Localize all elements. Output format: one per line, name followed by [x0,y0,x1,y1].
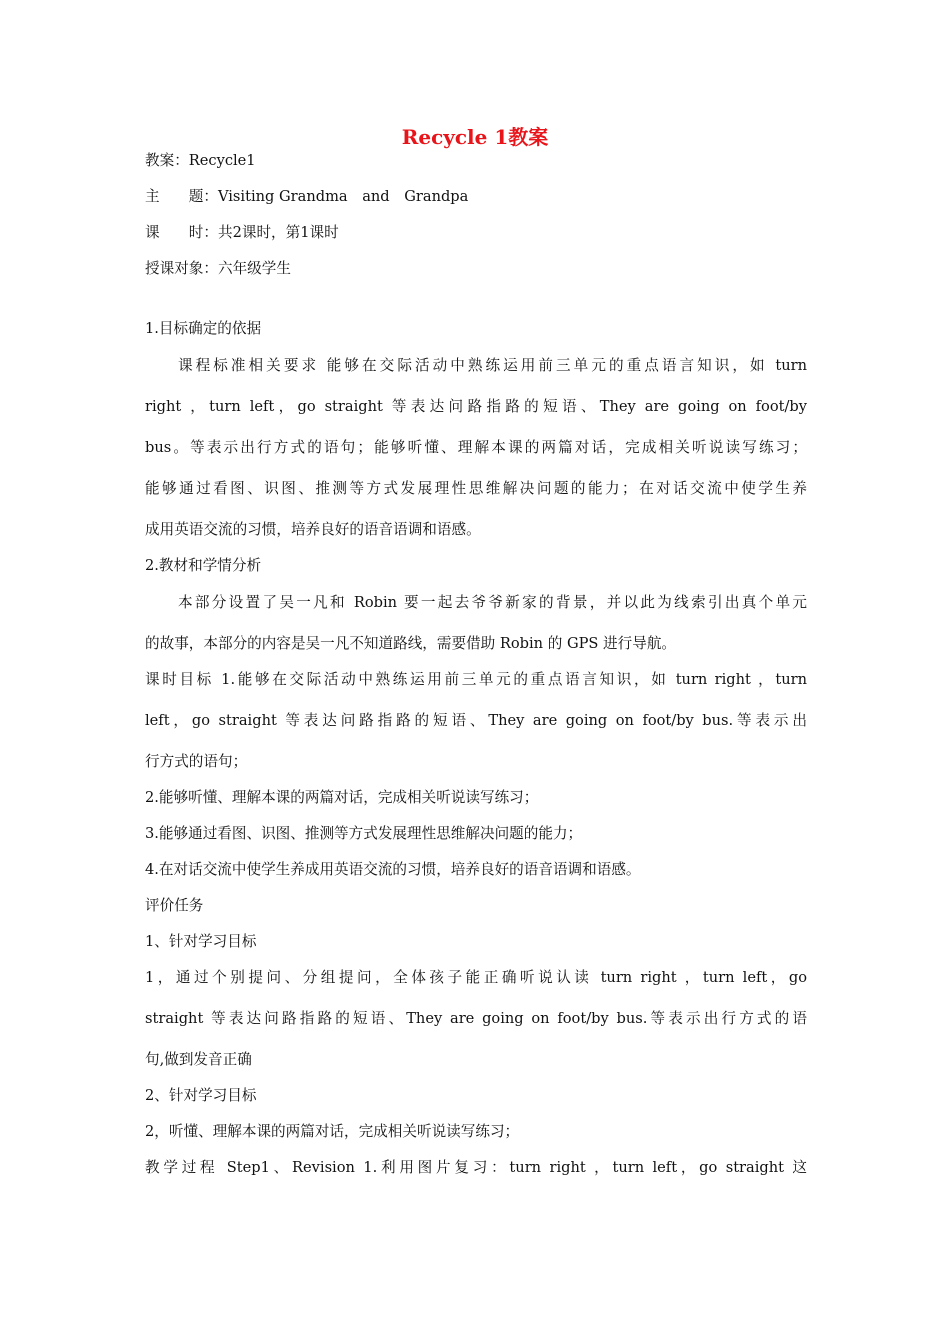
list-item: 3.能够通过看图、识图、推测等方式发展理性思维解决问题的能力； [145,825,583,842]
list-item: 4.在对话交流中使学生养成用英语交流的习惯，培养良好的语音语调和语感。 [145,861,641,878]
paragraph-line: left，go straight 等表达问路指路的短语、They are going on foot/by bus.等表示出 [145,712,807,729]
paragraph-line: 能够通过看图、识图、推测等方式发展理性思维解决问题的能力；在对话交流中使学生养 [145,480,807,497]
section-heading: 1.目标确定的依据 [145,320,262,337]
section-heading: 2.教材和学情分析 [145,557,262,574]
audience-line: 授课对象：六年级学生 [145,260,291,277]
subsection-heading: 1、针对学习目标 [145,933,257,950]
paragraph-line: 本部分设置了吴一凡和 Robin 要一起去爷爷新家的背景，并以此为线索引出真个单元 [178,594,807,611]
paragraph-line: 成用英语交流的习惯，培养良好的语音语调和语感。 [145,521,481,538]
paragraph-line: 课时目标 1.能够在交际活动中熟练运用前三单元的重点语言知识，如 turn right ，turn [145,671,807,688]
document-title: Recycle 1教案 [401,125,549,149]
lesson-line: 教案：Recycle1 [145,152,256,169]
paragraph-line: 句,做到发音正确 [145,1051,252,1068]
subsection-heading: 2、针对学习目标 [145,1087,257,1104]
paragraph-line: 行方式的语句； [145,753,248,770]
topic-line: 主 题：Visiting Grandma and Grandpa [145,188,469,205]
paragraph-line: 的故事，本部分的内容是吴一凡不知道路线，需要借助 Robin 的 GPS 进行导航。 [145,635,677,652]
paragraph-line: 教学过程 Step1、Revision 1.利用图片复习：turn right ，turn left，go straight 这 [145,1159,807,1176]
paragraph-line: 1，通过个别提问、分组提问，全体孩子能正确听说认读 turn right ，turn left，go [145,969,807,986]
section-heading: 评价任务 [145,897,204,914]
list-item: 2.能够听懂、理解本课的两篇对话，完成相关听说读写练习； [145,789,539,806]
periods-line: 课 时：共2课时，第1课时 [145,224,339,241]
paragraph-line: bus。等表示出行方式的语句；能够听懂、理解本课的两篇对话，完成相关听说读写练习； [145,439,807,456]
paragraph-line: straight 等表达问路指路的短语、They are going on foot/by bus.等表示出行方式的语 [145,1010,807,1027]
paragraph-line: right ，turn left，go straight 等表达问路指路的短语、They are going on foot/by [145,398,807,415]
paragraph-line: 2，听懂、理解本课的两篇对话，完成相关听说读写练习； [145,1123,520,1140]
paragraph-line: 课程标准相关要求 能够在交际活动中熟练运用前三单元的重点语言知识，如 turn [178,357,807,374]
